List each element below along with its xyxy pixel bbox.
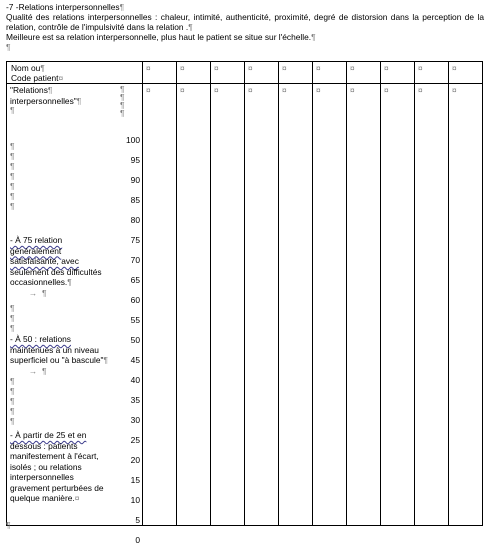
scale-value: 85 [130,195,140,205]
document-header [6,2,484,52]
scale-value: 75 [130,235,140,245]
empty-lines-top: ¶ [10,105,15,115]
scale-value: 65 [130,275,140,285]
patient-name-cell[interactable]: ¤ [449,62,483,84]
patient-name-cell[interactable]: ¤ [177,62,211,84]
empty-lines-low: ¶ ¶ ¶ ¶ ¶ [10,376,15,426]
tab-arrow-icon: → [28,365,38,376]
scale-value: 25 [130,435,140,445]
scale-value: 70 [130,255,140,265]
scale-value: 50 [130,335,140,345]
scale-value: 90 [130,175,140,185]
scale-value: 45 [130,355,140,365]
scale-value: 40 [130,375,140,385]
scale-value: 80 [130,215,140,225]
empty-paragraph: ¶ [6,42,11,52]
scale-marks-column: ¶ ¶ ¶ ¶ [120,84,125,118]
level-75-description: - À 75 relation généralement satisfaisante, avec seulement des difficultés occasionnelles.¶ → ¶ [10,235,102,298]
patient-name-cell[interactable]: ¤ [313,62,347,84]
rating-cell[interactable]: ¤ [279,84,313,526]
footer-paragraph-mark: ¶ [6,520,11,530]
rating-cell[interactable]: ¤ [313,84,347,526]
patient-name-cell[interactable]: ¤ [211,62,245,84]
section-description: Qualité des relations interpersonnelles : chaleur, intimité, authenticité, proximité, degré de distorsion dans la perception de la relation, contrôle de l'impulsivité dans la relation .¶ [6,12,484,32]
rating-table-wrapper [6,61,483,545]
scale-value: 100 [126,135,140,145]
scale-title: "Relations¶ interpersonnelles"¶ [10,85,82,106]
scale-value: 15 [130,475,140,485]
scale-value: 20 [130,455,140,465]
header-row [7,62,483,84]
scale-value: 5 [135,515,140,525]
scale-value: 35 [130,395,140,405]
rating-cell[interactable]: ¤ [177,84,211,526]
tab-arrow-icon: → [28,287,38,298]
section-title: -7 -Relations interpersonnelles¶ [6,2,125,12]
patient-name-cell[interactable]: ¤ [143,62,177,84]
scale-value: 30 [130,415,140,425]
level-50-description: - À 50 : relations maintenues à un niveau superficiel ou "à bascule"¶ → ¶ [10,334,108,376]
rating-cell[interactable]: ¤ [245,84,279,526]
rating-table [6,61,483,545]
empty-lines-high: ¶ ¶ ¶ ¶ ¶ ¶ ¶ [10,141,15,211]
rating-cell[interactable]: ¤ [143,84,177,526]
patient-name-cell[interactable]: ¤ [381,62,415,84]
patient-name-cell[interactable]: ¤ [279,62,313,84]
patient-name-cell[interactable]: ¤ [415,62,449,84]
patient-name-cell[interactable]: ¤ [245,62,279,84]
empty-lines-mid: ¶ ¶ ¶ [10,303,15,333]
rating-cell[interactable]: ¤ [347,84,381,526]
rating-cell[interactable]: ¤ [211,84,245,526]
scale-value: 55 [130,315,140,325]
patient-name-header: Nom ou¶ Code patient¤ [7,62,143,84]
section-note: Meilleure est sa relation interpersonnelle, plus haut le patient se situe sur l'échelle.¶ [6,32,316,42]
scale-row [7,84,483,526]
scale-value: 10 [130,495,140,505]
scale-column [7,84,143,545]
rating-cell[interactable]: ¤ [415,84,449,526]
scale-value: 95 [130,155,140,165]
patient-name-cell[interactable]: ¤ [347,62,381,84]
scale-legend [7,84,142,545]
scale-value: 0 [135,535,140,545]
scale-value: 60 [130,295,140,305]
level-25-description: - À partir de 25 et en dessous : patients manifestement à l'écart, isolés ; ou relations interpersonnelles gravement perturbées de quelque manière.¤ [10,430,104,503]
rating-cell[interactable]: ¤ [381,84,415,526]
rating-cell[interactable]: ¤ [449,84,483,526]
